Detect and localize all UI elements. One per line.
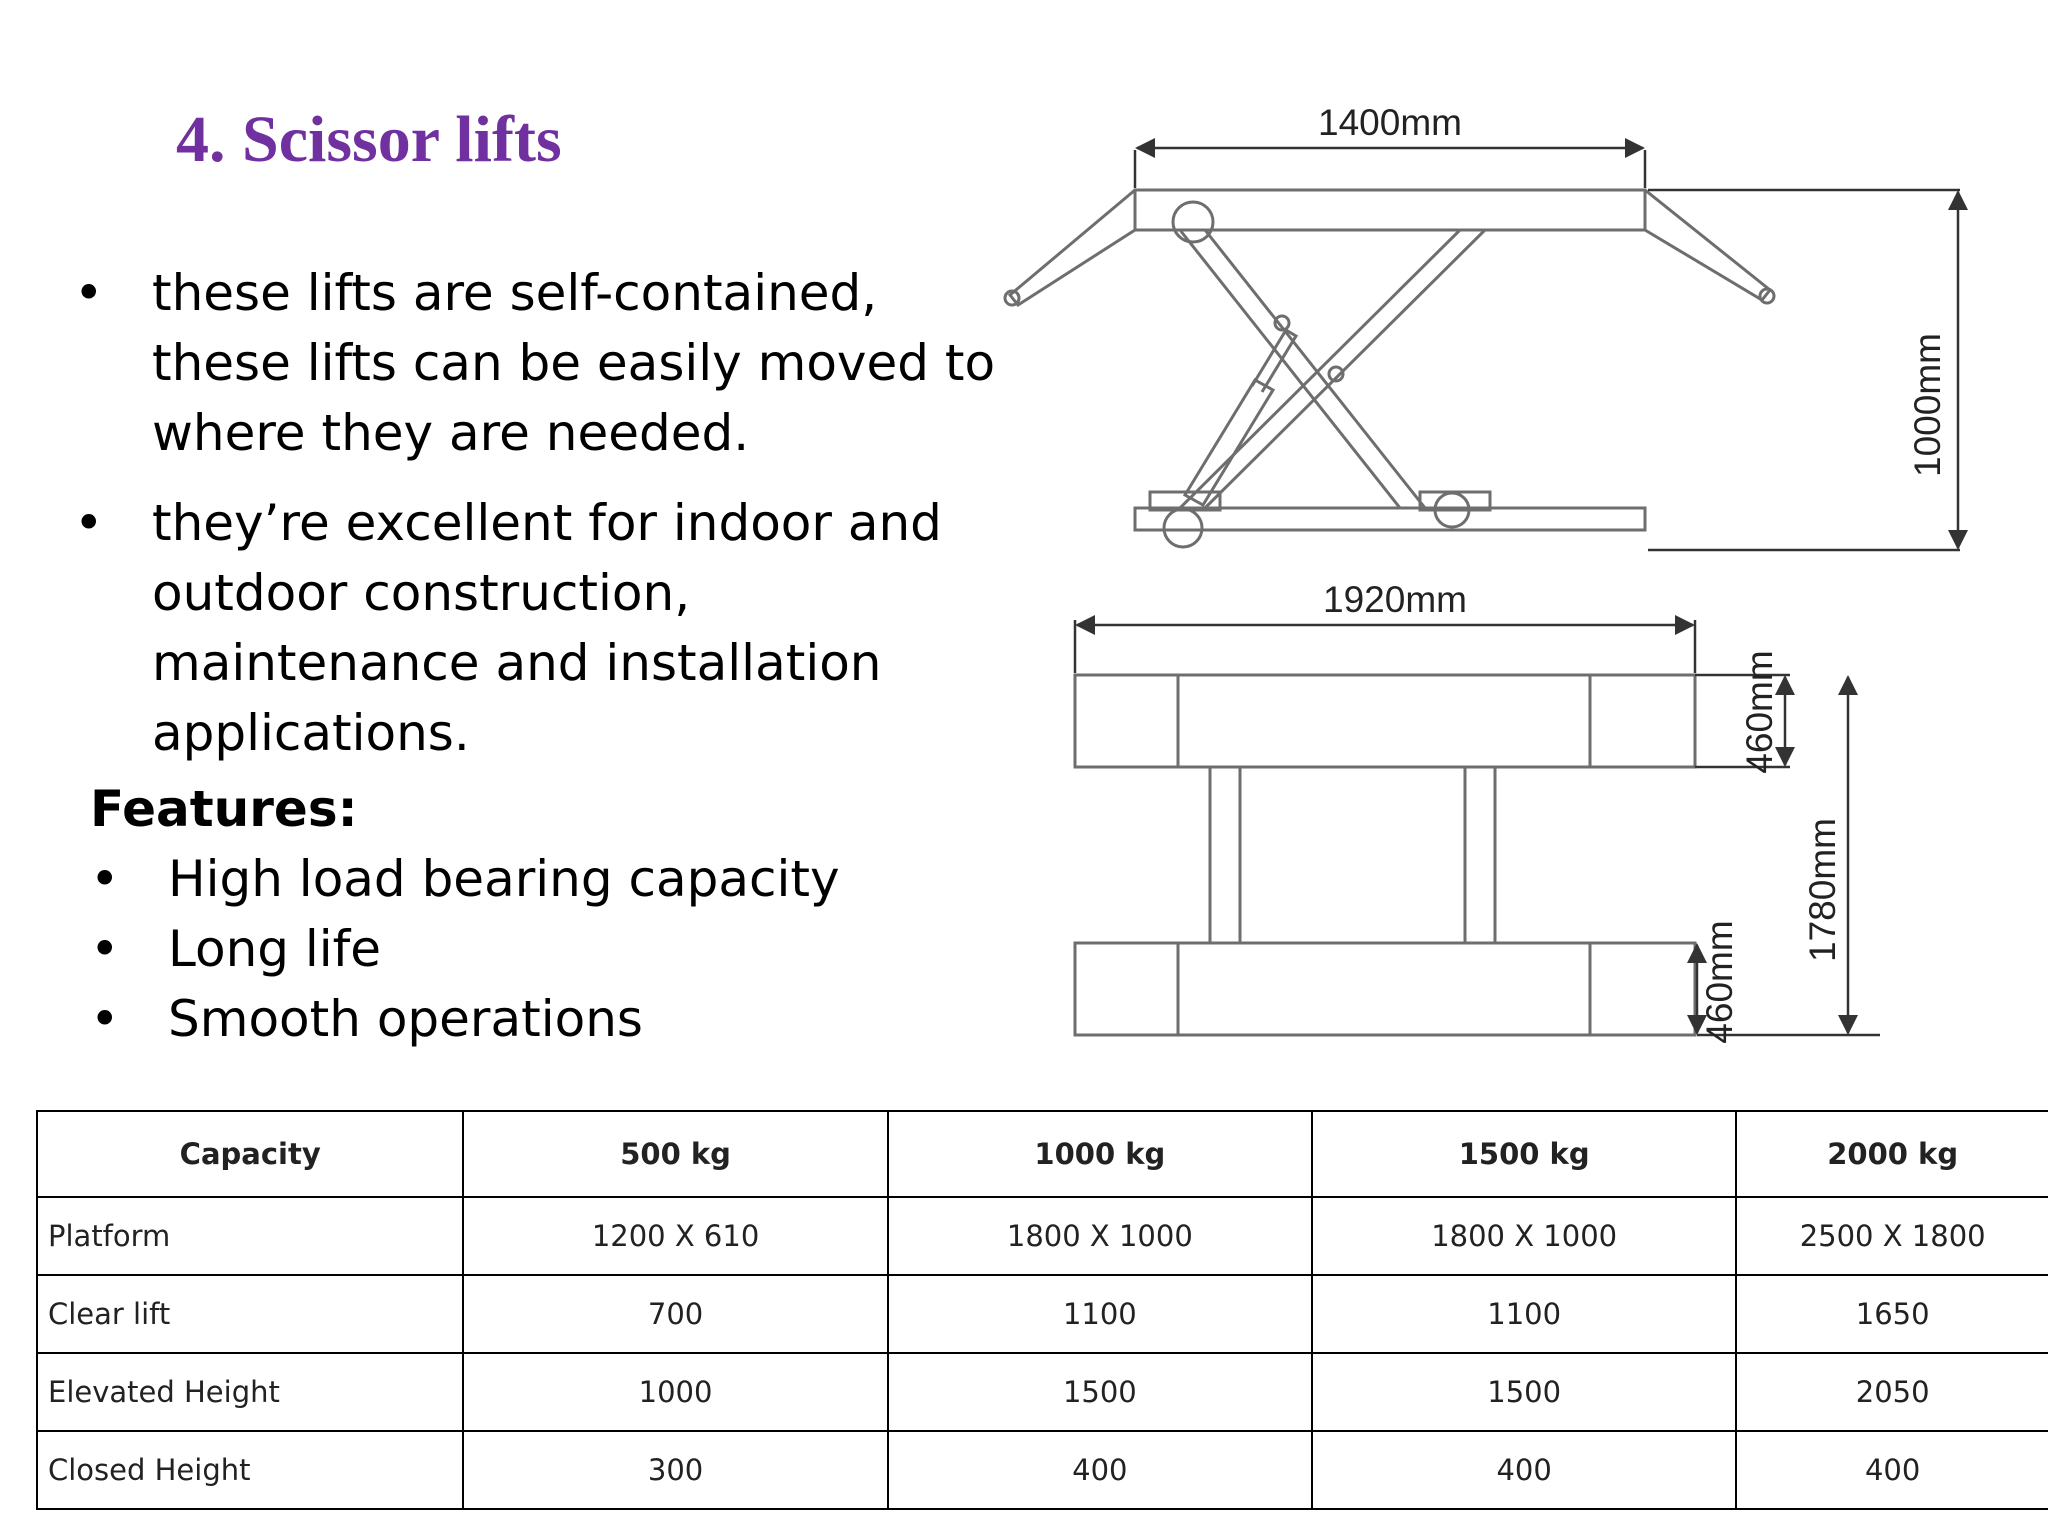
bullet-icon: • xyxy=(74,264,104,322)
feature-text: Long life xyxy=(168,920,382,978)
table-cell: 1100 xyxy=(888,1275,1312,1353)
column-header: 500 kg xyxy=(463,1111,887,1197)
row-label: Clear lift xyxy=(37,1275,463,1353)
upper-platform-shape xyxy=(1075,675,1695,767)
feature-text: Smooth operations xyxy=(168,990,643,1048)
table-cell: 1800 X 1000 xyxy=(1312,1197,1736,1275)
column-header: 2000 kg xyxy=(1736,1111,2048,1197)
right-ramp-shape xyxy=(1645,190,1770,300)
table-row xyxy=(37,1197,2048,1275)
list-item xyxy=(60,258,1020,468)
features-list xyxy=(90,844,840,1054)
side-dimensions xyxy=(1135,148,1960,550)
table-cell: 2500 X 1800 xyxy=(1736,1197,2048,1275)
dimension-label: 460mm xyxy=(1739,650,1780,774)
list-item xyxy=(90,984,840,1054)
column-header: 1000 kg xyxy=(888,1111,1312,1197)
feature-text: High load bearing capacity xyxy=(168,850,840,908)
scissor-arm-shape xyxy=(1180,230,1425,508)
dimension-label: 1780mm xyxy=(1802,818,1843,962)
table-cell: 300 xyxy=(463,1431,887,1509)
table-row xyxy=(37,1353,2048,1431)
page-title: 4. Scissor lifts xyxy=(176,103,562,176)
table-row xyxy=(37,1431,2048,1509)
table-cell: 1500 xyxy=(888,1353,1312,1431)
scissor-lift-diagram xyxy=(990,90,1990,1050)
row-label: Platform xyxy=(37,1197,463,1275)
bullet-text: they’re excellent for indoor and outdoor construction, maintenance and installation applications. xyxy=(152,494,942,762)
table-row xyxy=(37,1275,2048,1353)
row-label: Closed Height xyxy=(37,1431,463,1509)
row-label: Elevated Height xyxy=(37,1353,463,1431)
list-item xyxy=(60,488,1020,768)
dimension-label: 1920mm xyxy=(1323,579,1467,620)
intro-bullet-list xyxy=(60,258,1020,788)
side-view xyxy=(1005,190,1774,547)
bullet-text: these lifts are self-contained, these lifts can be easily moved to where they are needed. xyxy=(152,264,996,462)
table-cell: 1100 xyxy=(1312,1275,1736,1353)
list-item xyxy=(90,844,840,914)
table-cell: 2050 xyxy=(1736,1353,2048,1431)
bullet-icon: • xyxy=(90,920,120,978)
bullet-icon: • xyxy=(74,494,104,552)
beam-shape xyxy=(1465,767,1495,943)
bullet-icon: • xyxy=(90,850,120,908)
dimension-label: 1400mm xyxy=(1318,102,1462,143)
list-item xyxy=(90,914,840,984)
table-cell: 700 xyxy=(463,1275,887,1353)
table-cell: 400 xyxy=(1736,1431,2048,1509)
top-view xyxy=(1075,675,1695,1035)
column-header: 1500 kg xyxy=(1312,1111,1736,1197)
table-cell: 1800 X 1000 xyxy=(888,1197,1312,1275)
column-header: Capacity xyxy=(37,1111,463,1197)
table-cell: 400 xyxy=(1312,1431,1736,1509)
dimension-label: 1000mm xyxy=(1907,333,1948,477)
features-section xyxy=(90,774,840,1054)
capacity-spec-table xyxy=(36,1110,2048,1510)
bullet-icon: • xyxy=(90,990,120,1048)
table-header-row xyxy=(37,1111,2048,1197)
table-cell: 400 xyxy=(888,1431,1312,1509)
lower-platform-shape xyxy=(1075,943,1695,1035)
table-cell: 1000 xyxy=(463,1353,887,1431)
dimension-label: 460mm xyxy=(1699,920,1740,1044)
beam-shape xyxy=(1210,767,1240,943)
table-cell: 1500 xyxy=(1312,1353,1736,1431)
table-cell: 1650 xyxy=(1736,1275,2048,1353)
features-heading: Features: xyxy=(90,780,358,838)
left-ramp-shape xyxy=(1010,190,1135,305)
table-cell: 1200 X 610 xyxy=(463,1197,887,1275)
